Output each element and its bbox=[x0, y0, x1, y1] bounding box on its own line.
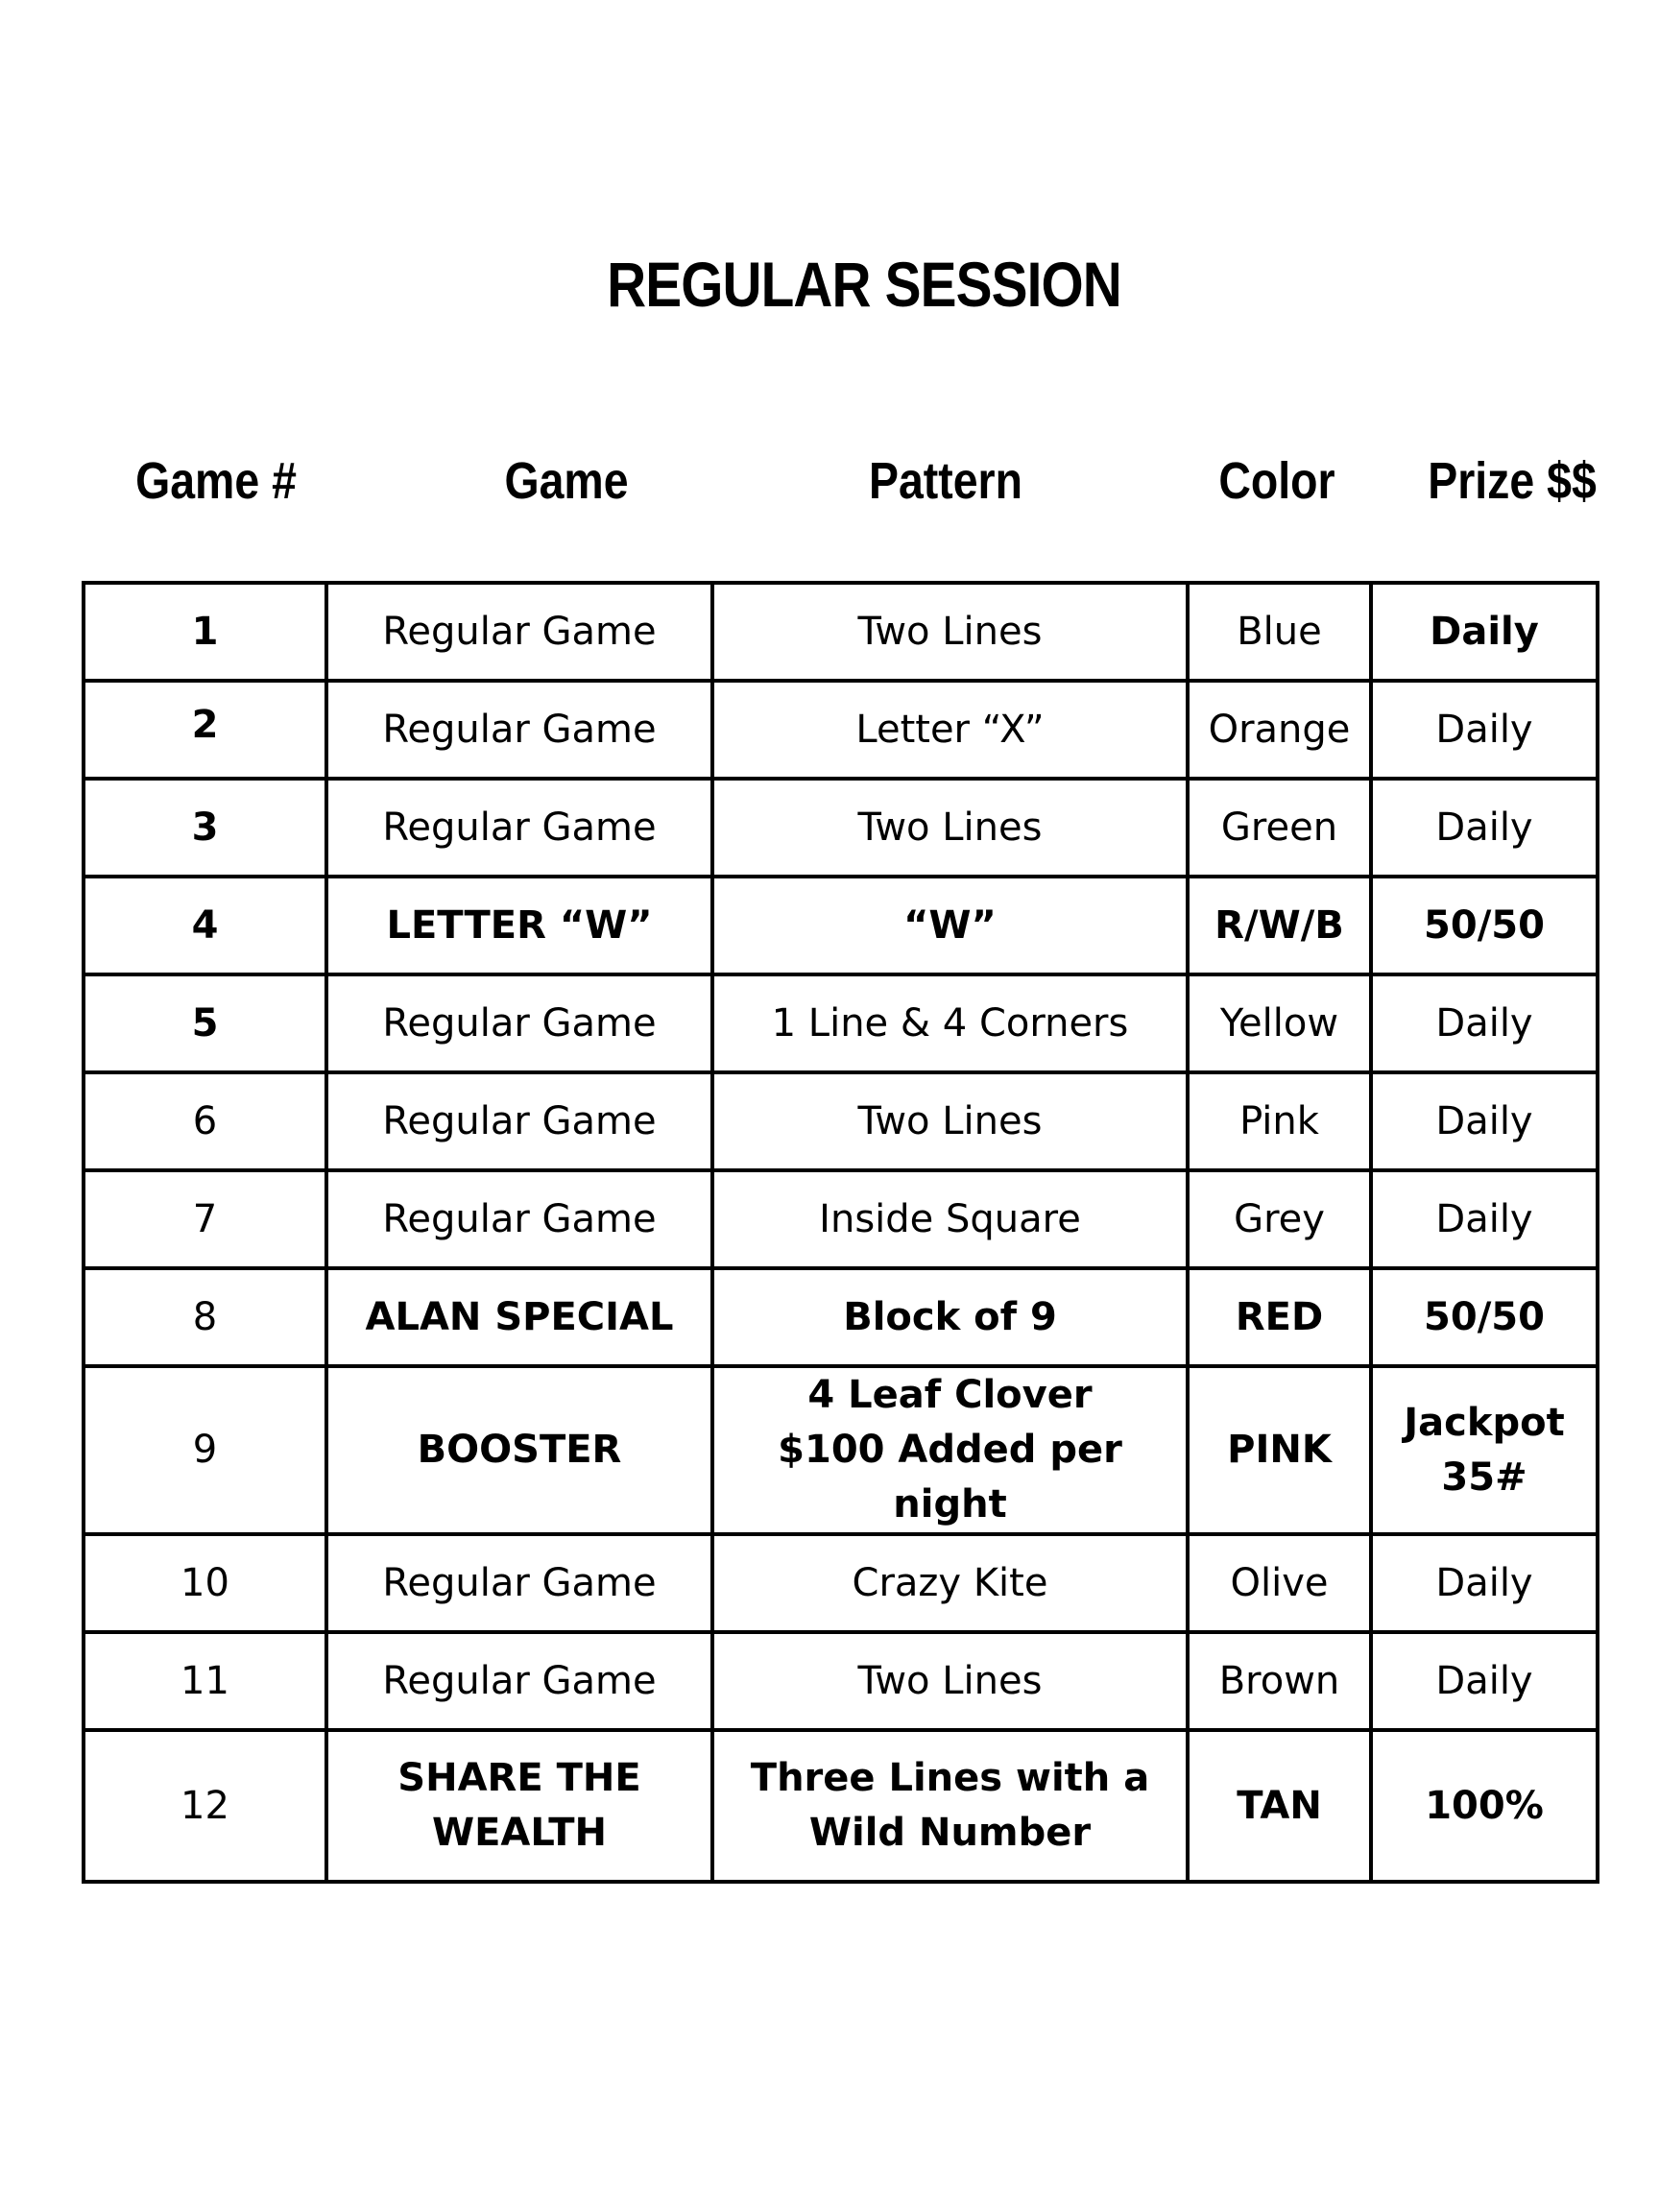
game-cell: Regular Game bbox=[326, 681, 712, 779]
color-cell: Yellow bbox=[1188, 974, 1371, 1072]
color-cell: RED bbox=[1188, 1268, 1371, 1366]
header-color: Color bbox=[1218, 452, 1335, 510]
pattern-cell: Two Lines bbox=[712, 583, 1188, 681]
game-number-cell: 11 bbox=[84, 1632, 326, 1730]
color-cell: Blue bbox=[1188, 583, 1371, 681]
prize-cell: Daily bbox=[1371, 1170, 1598, 1268]
table-row bbox=[84, 1534, 1598, 1632]
game-number-cell: 2 bbox=[84, 681, 326, 779]
pattern-cell: 1 Line & 4 Corners bbox=[712, 974, 1188, 1072]
table-row bbox=[84, 1268, 1598, 1366]
color-cell: Olive bbox=[1188, 1534, 1371, 1632]
game-cell: BOOSTER bbox=[326, 1366, 712, 1534]
prize-cell: Daily bbox=[1371, 681, 1598, 779]
game-number-cell: 8 bbox=[84, 1268, 326, 1366]
game-number-cell: 3 bbox=[84, 779, 326, 877]
table-row bbox=[84, 974, 1598, 1072]
game-number-cell: 6 bbox=[84, 1072, 326, 1170]
pattern-cell: Letter “X” bbox=[712, 681, 1188, 779]
table-row bbox=[84, 1632, 1598, 1730]
prize-cell: Daily bbox=[1371, 1632, 1598, 1730]
color-cell: Grey bbox=[1188, 1170, 1371, 1268]
game-cell: Regular Game bbox=[326, 1170, 712, 1268]
game-number-cell: 1 bbox=[84, 583, 326, 681]
game-number-cell: 12 bbox=[84, 1730, 326, 1882]
pattern-cell: “W” bbox=[712, 877, 1188, 974]
prize-cell: Daily bbox=[1371, 583, 1598, 681]
color-cell: R/W/B bbox=[1188, 877, 1371, 974]
table-row bbox=[84, 877, 1598, 974]
prize-cell: Daily bbox=[1371, 1534, 1598, 1632]
game-number-cell: 4 bbox=[84, 877, 326, 974]
pattern-cell: Two Lines bbox=[712, 1072, 1188, 1170]
header-game: Game bbox=[504, 452, 629, 510]
game-cell: Regular Game bbox=[326, 974, 712, 1072]
game-cell: Regular Game bbox=[326, 1072, 712, 1170]
game-cell: Regular Game bbox=[326, 779, 712, 877]
prize-cell: Jackpot 35# bbox=[1371, 1366, 1598, 1534]
table-row bbox=[84, 1366, 1598, 1534]
pattern-cell: Two Lines bbox=[712, 1632, 1188, 1730]
color-cell: Pink bbox=[1188, 1072, 1371, 1170]
game-cell: ALAN SPECIAL bbox=[326, 1268, 712, 1366]
prize-cell: 50/50 bbox=[1371, 877, 1598, 974]
game-cell: Regular Game bbox=[326, 1534, 712, 1632]
header-pattern: Pattern bbox=[868, 452, 1022, 510]
game-number-cell: 9 bbox=[84, 1366, 326, 1534]
game-number-cell: 5 bbox=[84, 974, 326, 1072]
color-cell: Green bbox=[1188, 779, 1371, 877]
game-cell: LETTER “W” bbox=[326, 877, 712, 974]
game-cell: SHARE THE WEALTH bbox=[326, 1730, 712, 1882]
table-row bbox=[84, 779, 1598, 877]
pattern-cell: 4 Leaf Clover $100 Added per night bbox=[712, 1366, 1188, 1534]
table-row bbox=[84, 1072, 1598, 1170]
prize-cell: 50/50 bbox=[1371, 1268, 1598, 1366]
game-cell: Regular Game bbox=[326, 1632, 712, 1730]
color-cell: Orange bbox=[1188, 681, 1371, 779]
pattern-cell: Three Lines with a Wild Number bbox=[712, 1730, 1188, 1882]
table-row bbox=[84, 583, 1598, 681]
table-row bbox=[84, 681, 1598, 779]
game-schedule-table bbox=[82, 581, 1599, 1884]
color-cell: Brown bbox=[1188, 1632, 1371, 1730]
table-row bbox=[84, 1730, 1598, 1882]
pattern-cell: Two Lines bbox=[712, 779, 1188, 877]
page-title: REGULAR SESSION bbox=[607, 249, 1121, 320]
color-cell: PINK bbox=[1188, 1366, 1371, 1534]
table-row bbox=[84, 1170, 1598, 1268]
pattern-cell: Block of 9 bbox=[712, 1268, 1188, 1366]
prize-cell: 100% bbox=[1371, 1730, 1598, 1882]
game-number-cell: 7 bbox=[84, 1170, 326, 1268]
prize-cell: Daily bbox=[1371, 974, 1598, 1072]
prize-cell: Daily bbox=[1371, 779, 1598, 877]
prize-cell: Daily bbox=[1371, 1072, 1598, 1170]
header-prize: Prize $$ bbox=[1428, 452, 1597, 510]
pattern-cell: Crazy Kite bbox=[712, 1534, 1188, 1632]
pattern-cell: Inside Square bbox=[712, 1170, 1188, 1268]
game-number-cell: 10 bbox=[84, 1534, 326, 1632]
header-game-number: Game # bbox=[135, 452, 297, 510]
color-cell: TAN bbox=[1188, 1730, 1371, 1882]
game-cell: Regular Game bbox=[326, 583, 712, 681]
